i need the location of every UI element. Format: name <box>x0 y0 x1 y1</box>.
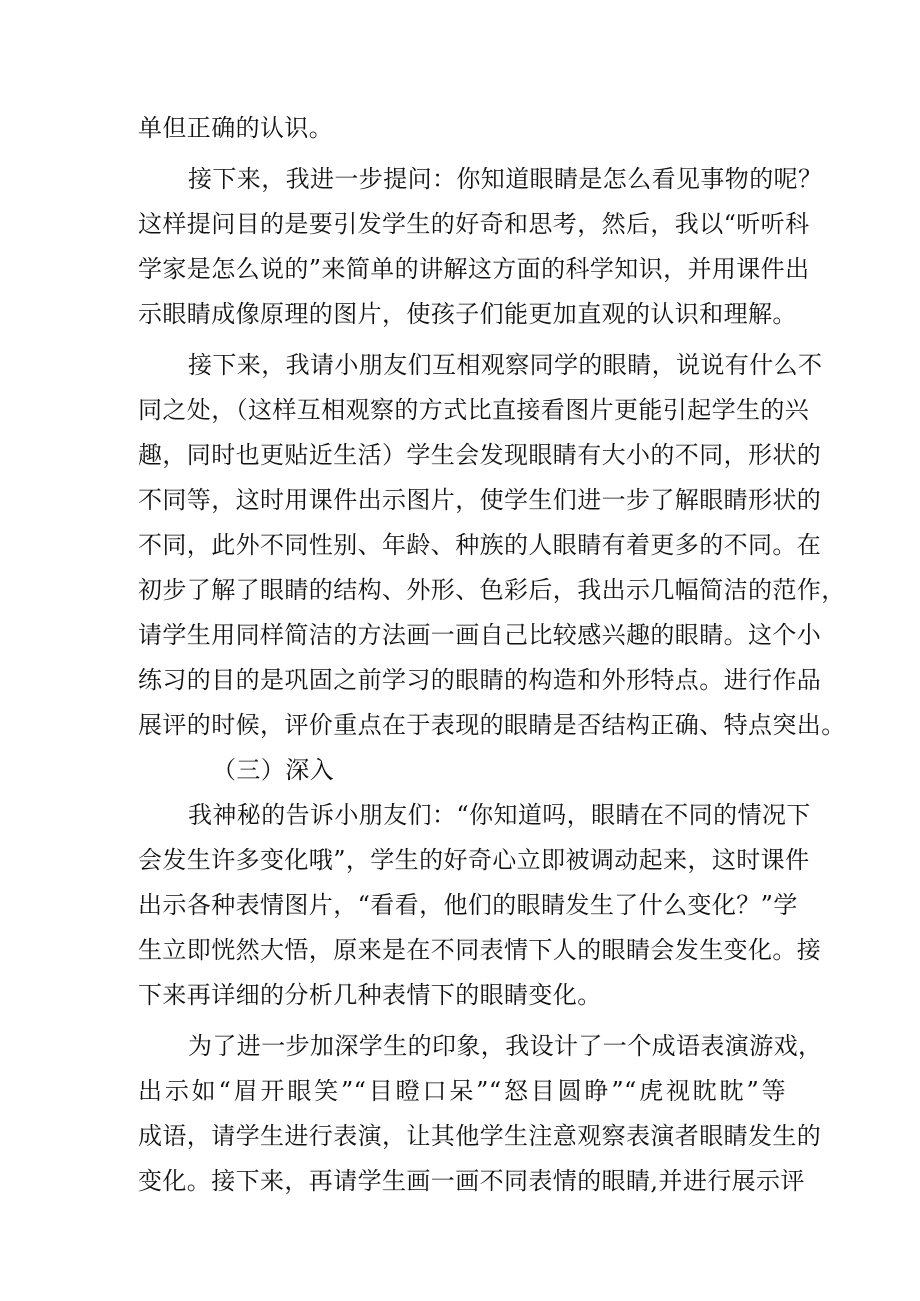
paragraph-3-line-8: 练习的目的是巩固之前学习的眼睛的构造和外形特点。进行作品 <box>138 666 822 694</box>
paragraph-3-line-6: 初步了解了眼睛的结构、外形、色彩后，我出示几幅简洁的范作， <box>138 576 846 604</box>
paragraph-5-line-3: 成语，请学生进行表演，让其他学生注意观察表演者眼睛发生的 <box>138 1122 822 1150</box>
paragraph-2-line-3: 学家是怎么说的”来简单的讲解这方面的科学知识，并用课件出 <box>138 255 810 283</box>
paragraph-1-line-1: 单但正确的认识。 <box>138 114 334 142</box>
paragraph-3-line-4: 不同等，这时用课件出示图片，使学生们进一步了解眼睛形状的 <box>138 486 822 514</box>
paragraph-3-line-1: 接下来，我请小朋友们互相观察同学的眼睛，说说有什么不 <box>188 351 823 379</box>
paragraph-2-line-1: 接下来，我进一步提问：你知道眼睛是怎么看见事物的呢？ <box>188 165 823 193</box>
paragraph-3-line-3: 趣，同时也更贴近生活）学生会发现眼睛有大小的不同，形状的 <box>138 441 822 469</box>
paragraph-5-line-1: 为了进一步加深学生的印象，我设计了一个成语表演游戏， <box>188 1032 823 1060</box>
document-body <box>138 106 846 1204</box>
paragraph-4-line-3: 出示各种表情图片，“看看，他们的眼睛发生了什么变化？”学 <box>138 891 798 919</box>
paragraph-4-line-4: 生立即恍然大悟，原来是在不同表情下人的眼睛会发生变化。接 <box>138 936 822 964</box>
paragraph-3-line-5: 不同，此外不同性别、年龄、种族的人眼睛有着更多的不同。在 <box>138 531 822 559</box>
paragraph-5-line-4: 变化。接下来，再请学生画一画不同表情的眼睛,并进行展示评 <box>138 1167 805 1195</box>
paragraph-3-line-9: 展评的时候，评价重点在于表现的眼睛是否结构正确、特点突出。 <box>138 711 846 739</box>
paragraph-4-line-1: 我神秘的告诉小朋友们：“你知道吗，眼睛在不同的情况下 <box>188 801 811 829</box>
section-heading: （三）深入 <box>212 756 334 784</box>
paragraph-3-line-2: 同之处，（这样互相观察的方式比直接看图片更能引起学生的兴 <box>138 396 810 424</box>
paragraph-3-line-7: 请学生用同样简洁的方法画一画自己比较感兴趣的眼睛。这个小 <box>138 621 822 649</box>
paragraph-2-line-2: 这样提问目的是要引发学生的好奇和思考，然后，我以“听听科 <box>138 210 810 238</box>
paragraph-2-line-4: 示眼睛成像原理的图片，使孩子们能更加直观的认识和理解。 <box>138 300 797 328</box>
paragraph-5-line-2: 出示如“眉开眼笑”“目瞪口呆”“怒目圆睁”“虎视眈眈”等 <box>138 1077 786 1105</box>
paragraph-4-line-5: 下来再详细的分析几种表情下的眼睛变化。 <box>138 981 602 1009</box>
paragraph-4-line-2: 会发生许多变化哦”，学生的好奇心立即被调动起来，这时课件 <box>138 846 810 874</box>
